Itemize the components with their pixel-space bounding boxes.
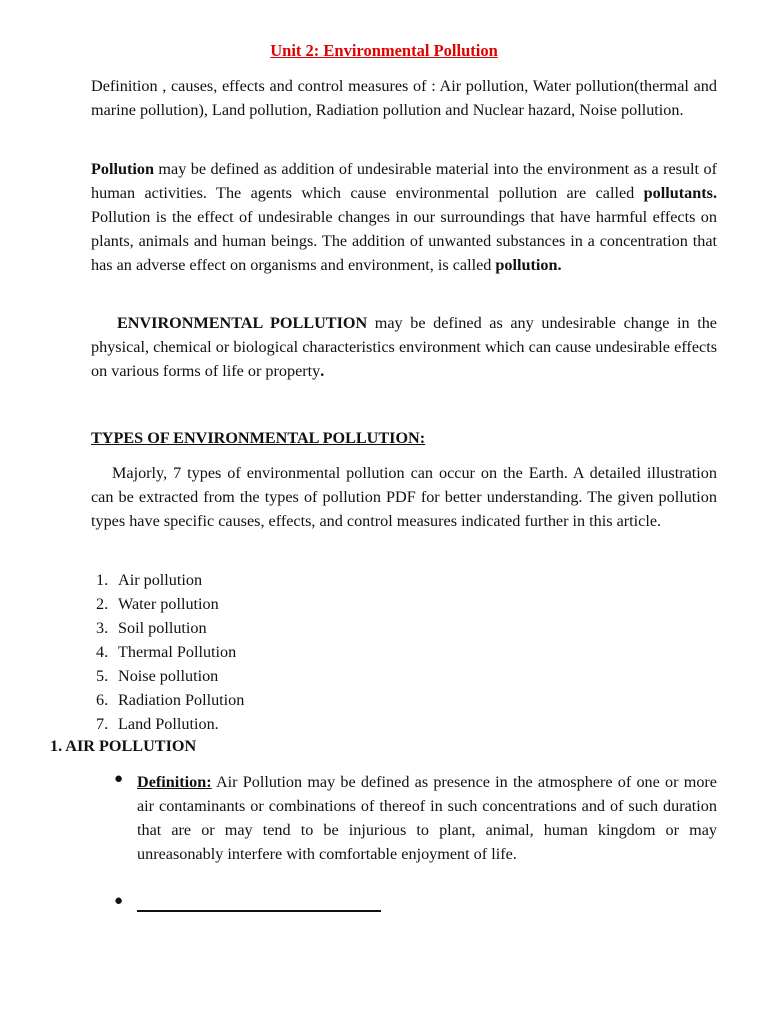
environmental-pollution-end: . — [320, 362, 325, 380]
list-item-number: 7. — [96, 715, 109, 733]
list-item-label: Noise pollution — [118, 667, 219, 685]
list-item-number: 3. — [96, 619, 109, 637]
list-item-label: Land Pollution. — [118, 715, 219, 733]
list-item-number: 1. — [96, 571, 109, 589]
list-item-label: Soil pollution — [118, 619, 207, 637]
types-heading: TYPES OF ENVIRONMENTAL POLLUTION: — [91, 429, 426, 447]
list-item — [96, 688, 244, 712]
air-pollution-definition-text: Air Pollution may be defined as presence in the atmosphere of one or more air contaminants or combinations of thereof in such concentrations and of such duration that are or may tend to be injurious to plant, animal, human kingdom or may unreasonably interfere with comfortable enjoyment of life. — [137, 773, 717, 863]
definition-label: Definition: — [137, 773, 212, 791]
pollution-definition-paragraph — [91, 157, 717, 277]
bullet-icon: ● — [114, 771, 124, 787]
list-item-label: Water pollution — [118, 595, 219, 613]
list-item — [96, 640, 244, 664]
list-item-number: 5. — [96, 667, 109, 685]
bullet-icon: ● — [114, 893, 124, 909]
page-title: Unit 2: Environmental Pollution — [270, 41, 498, 60]
list-item-number: 6. — [96, 691, 109, 709]
pollution-types-list — [96, 568, 244, 736]
list-item-number: 4. — [96, 643, 109, 661]
intro-paragraph: Definition , causes, effects and control measures of : Air pollution, Water pollution(thermal and marine pollution), Land pollution, Radiation pollution and Nuclear hazard, Noise pollution. — [91, 77, 717, 119]
list-item — [96, 616, 244, 640]
air-pollution-definition — [137, 770, 717, 866]
list-item-label: Air pollution — [118, 571, 203, 589]
list-item-label: Radiation Pollution — [118, 691, 245, 709]
air-pollution-heading: 1. AIR POLLUTION — [50, 737, 197, 755]
pollution-definition-text-2: Pollution is the effect of undesirable changes in our surroundings that have harmful effects on plants, animals and human beings. The addition of unwanted substances in a concentration that has an adverse effect on organisms and environment, is called — [91, 208, 717, 274]
term-pollution: Pollution — [91, 160, 154, 178]
environmental-pollution-paragraph — [91, 311, 717, 383]
list-item — [96, 592, 244, 616]
types-intro-paragraph: Majorly, 7 types of environmental pollution can occur on the Earth. A detailed illustration can be extracted from the types of pollution PDF for better understanding. The given pollution types have specific causes, effects, and control measures indicated further in this article. — [91, 464, 717, 530]
environmental-pollution-text: may be defined as any undesirable change in the physical, chemical or biological characteristics environment which can cause undesirable effects on various forms of life or property — [91, 314, 717, 380]
pollution-definition-text-1: may be defined as addition of undesirable material into the environment as a result of human activities. The agents which cause environmental pollution are called — [91, 160, 717, 202]
list-item-number: 2. — [96, 595, 109, 613]
list-item-label: Thermal Pollution — [118, 643, 237, 661]
blank-underline — [137, 910, 381, 912]
list-item — [96, 712, 244, 736]
term-pollution-end: pollution. — [495, 256, 562, 274]
list-item — [96, 568, 244, 592]
term-environmental-pollution: ENVIRONMENTAL POLLUTION — [117, 314, 368, 332]
term-pollutants: pollutants. — [643, 184, 717, 202]
list-item — [96, 664, 244, 688]
